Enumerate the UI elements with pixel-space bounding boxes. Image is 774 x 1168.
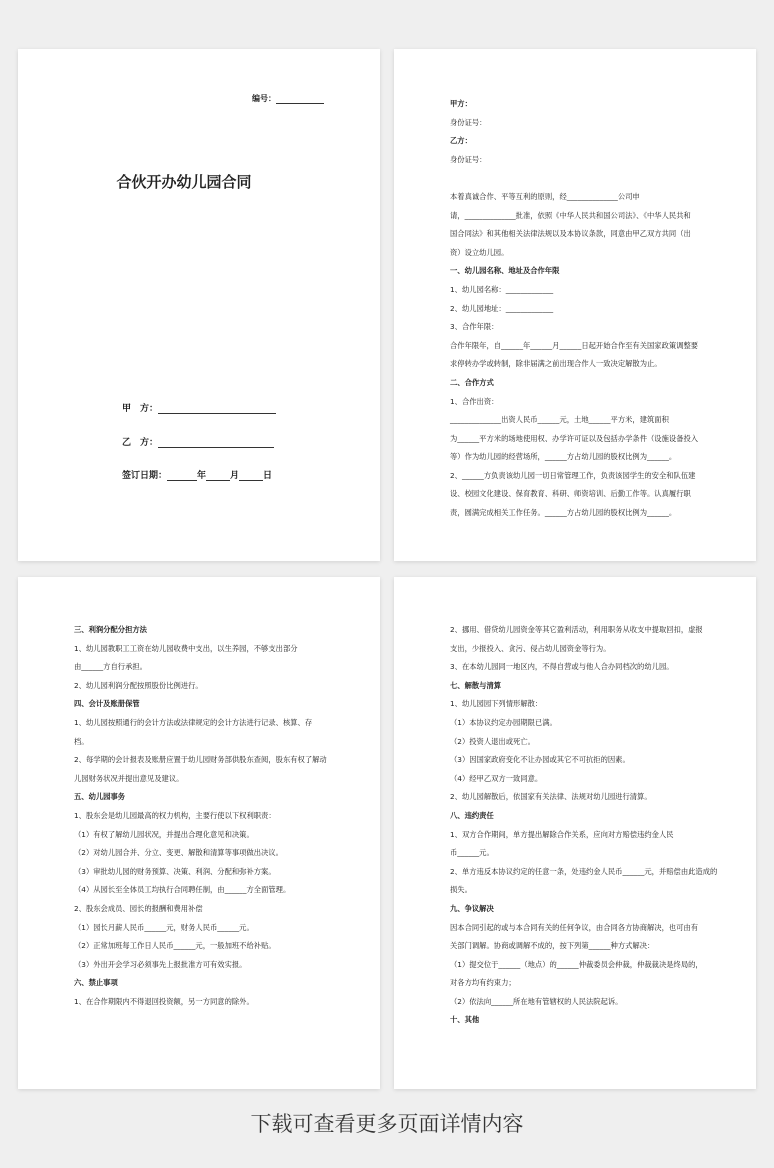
- month-label: 月: [230, 471, 240, 481]
- body-line: 本着真诚合作、平等互利的原则，经______________公司申: [450, 191, 640, 201]
- body-line: 等）作为幼儿园的经营场所，______方占幼儿园的股权比例为______。: [450, 452, 677, 462]
- party-a-blank: [158, 403, 276, 414]
- body-line: 1、幼儿园教职工工资在幼儿园收费中支出，以生养园，不够支出部分: [74, 643, 298, 653]
- body-line: 身份证号：: [450, 154, 487, 164]
- body-line: 2、每学期的会计报表及账册应置于幼儿园财务部供股东查阅，股东有权了解动: [74, 755, 327, 765]
- body-line: 因本合同引起的或与本合同有关的任何争议，由合同各方协商解决，也可由有: [450, 922, 699, 932]
- section-heading: 九、争议解决: [450, 903, 494, 913]
- section-heading: 十、其他: [450, 1015, 480, 1025]
- body-line: 请，______________批准，依照《中华人民共和国公司法》、《中华人民共和: [450, 210, 691, 220]
- party-a-field: [122, 401, 276, 414]
- body-line: 1、合作出资：: [450, 396, 499, 406]
- body-line: 损失。: [450, 885, 472, 895]
- sign-date-field: [122, 468, 272, 481]
- body-line: （2）对幼儿园合并、分立、变更、解散和清算等事项做出决议。: [74, 848, 283, 858]
- section-heading: 二、合作方式: [450, 377, 494, 387]
- section-heading: 三、利润分配分担方法: [74, 625, 147, 634]
- body-line: 档。: [74, 736, 89, 746]
- section-heading: 八、违约责任: [450, 810, 494, 820]
- body-line: 1、幼儿园园下列情形解散：: [450, 699, 543, 709]
- body-line: 2、______方负责该幼儿园一切日常管理工作，负责该园学生的安全和队伍建: [450, 470, 696, 480]
- page-4-body: [450, 621, 718, 1030]
- contract-page-2: [394, 49, 756, 561]
- section-heading: 五、幼儿园事务: [74, 792, 126, 802]
- body-line: 身份证号：: [450, 117, 487, 127]
- body-line: 合作年限年，自______年______月______日起开始合作至有关国家政策调整要: [450, 340, 699, 350]
- cover-page: [18, 49, 380, 561]
- body-line: 支出，少报投入、贪污、侵占幼儿园资金等行为。: [450, 643, 611, 653]
- body-line: 由______方自行承担。: [74, 662, 147, 672]
- body-line: （3）外出开会学习必须事先上报批准方可有效实报。: [74, 959, 247, 969]
- body-line: 1、幼儿园按照通行的会计方法或法律规定的会计方法进行记录、核算、存: [74, 717, 313, 727]
- body-line: （2）依法向______所在地有管辖权的人民法院起诉。: [450, 996, 623, 1006]
- section-heading: 四、会计及账册保管: [74, 699, 140, 709]
- body-line: （1）提交位于______（地点）的______仲裁委员会仲裁，仲裁裁决是终局的，: [450, 959, 703, 969]
- body-line: （4）从园长至全体员工均执行合同聘任制，由______方全面管理。: [74, 885, 291, 895]
- body-line: 关部门调解。协商或调解不成的，按下列第______种方式解决：: [450, 941, 655, 951]
- party-b-field: [122, 435, 274, 448]
- body-line: 2、幼儿园地址：_____________: [450, 303, 554, 313]
- section-heading: 甲方：: [450, 99, 472, 108]
- party-b-label: 乙 方：: [122, 438, 159, 448]
- contract-page-4: [394, 577, 756, 1089]
- contract-title: 合伙开办幼儿园合同: [116, 173, 252, 191]
- year-blank: [167, 470, 197, 481]
- body-line: 币______元。: [450, 848, 494, 858]
- body-line: 2、幼儿园利润分配按照股份比例进行。: [74, 680, 203, 690]
- body-line: ______________出资人民币______元，土地______平方米，建筑面积: [450, 415, 669, 425]
- body-line: 1、幼儿园名称：_____________: [450, 284, 554, 294]
- body-line: 2、单方违反本协议约定的任意一条，处违约金人民币______元，并赔偿由此造成的: [450, 866, 718, 876]
- body-line: 2、挪用、借贷幼儿园资金等其它盈利活动，利用职务从收支中提取回扣，虚报: [450, 625, 703, 634]
- body-line: （3）因国家政府变化不让办园或其它不可抗拒的因素。: [450, 755, 630, 765]
- body-line: 2、股东会成员、园长的报酬和费用补偿: [74, 903, 203, 913]
- section-heading: 六、禁止事项: [74, 978, 118, 988]
- download-caption: 下载可查看更多页面详情内容: [250, 1112, 524, 1136]
- page-3-body: [74, 621, 332, 1011]
- month-blank: [206, 470, 230, 481]
- contract-number-blank: [276, 93, 324, 104]
- body-line: 1、股东会是幼儿园最高的权力机构，主要行使以下权利职责：: [74, 810, 276, 820]
- body-line: [450, 169, 708, 188]
- day-label: 日: [263, 471, 273, 481]
- body-line: （3）审批幼儿园的财务预算、决策、利润、分配和弥补方案。: [74, 866, 276, 876]
- body-line: 对各方均有约束力；: [450, 978, 516, 988]
- sign-date-label: 签订日期：: [122, 471, 168, 481]
- page-2-body: [450, 95, 708, 523]
- body-line: 3、合作年限：: [450, 322, 499, 332]
- section-heading: 一、幼儿园名称、地址及合作年限: [450, 266, 560, 276]
- body-line: 资）设立幼儿园。: [450, 247, 509, 257]
- body-line: 1、双方合作期间，单方提出解除合作关系，应向对方赔偿违约金人民: [450, 829, 674, 839]
- year-label: 年: [197, 471, 207, 481]
- body-line: （1）有权了解幼儿园状况，并提出合理化意见和决策。: [74, 829, 254, 839]
- body-line: 2、幼儿园解散后，依国家有关法律、法规对幼儿园进行清算。: [450, 792, 652, 802]
- body-line: 1、在合作期限内不得退回投资额，另一方同意的除外。: [74, 996, 254, 1006]
- body-line: 为______平方米的场地使用权、办学许可证以及包括办学条件（设施设备投入: [450, 433, 699, 443]
- body-line: （2）正常加班每工作日人民币______元，一般加班不给补贴。: [74, 941, 276, 951]
- contract-number-label: 编号：: [252, 94, 276, 103]
- body-line: （4）经甲乙双方一致同意。: [450, 773, 543, 783]
- party-b-blank: [158, 437, 274, 448]
- body-line: （2）投资人退出或死亡。: [450, 736, 535, 746]
- party-a-label: 甲 方：: [122, 404, 159, 414]
- body-line: 儿园财务状况并提出意见及建议。: [74, 773, 184, 783]
- body-line: （1）园长月薪人民币______元，财务人民币______元。: [74, 922, 254, 932]
- contract-number-field: [252, 93, 324, 104]
- body-line: 国合同法》和其他相关法律法规以及本协议条款，同意由甲乙双方共同（出: [450, 229, 691, 239]
- section-heading: 七、解散与清算: [450, 680, 502, 690]
- body-line: 责，圆满完成相关工作任务。______方占幼儿园的股权比例为______。: [450, 508, 677, 518]
- day-blank: [239, 470, 263, 481]
- body-line: （1）本协议约定办园期限已满。: [450, 717, 557, 727]
- contract-page-3: [18, 577, 380, 1089]
- section-heading: 乙方：: [450, 136, 472, 146]
- body-line: 求停转办学或转制，除非届满之前出现合作人一致决定解散为止。: [450, 359, 662, 369]
- body-line: 3、在本幼儿园同一地区内，不得自营或与他人合办同档次的幼儿园。: [450, 662, 674, 672]
- body-line: 设、校园文化建设、保育教育、科研、师资培训、后勤工作等。认真履行职: [450, 489, 691, 499]
